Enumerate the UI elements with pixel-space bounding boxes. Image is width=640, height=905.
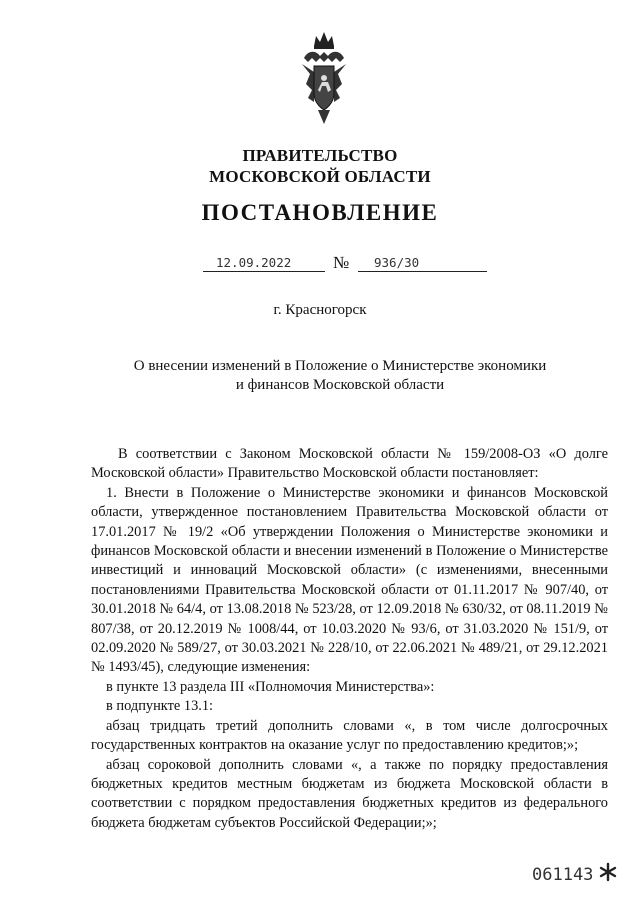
number-underline bbox=[358, 271, 487, 272]
organization-name-line-1: ПРАВИТЕЛЬСТВО bbox=[242, 146, 398, 165]
body-paragraph-amendment-1: абзац тридцать третий дополнить словами «, в том числе долгосрочных государственных контрактов на оказание услуг по предоставлению кредитов;»; bbox=[91, 717, 608, 754]
body-paragraph-section: в пункте 13 раздела III «Полномочия Министерства»: bbox=[106, 678, 435, 695]
registration-line bbox=[0, 253, 640, 275]
document-number: 936/30 bbox=[374, 255, 420, 270]
serial-number-stamp: 061143 bbox=[532, 865, 594, 885]
document-date: 12.09.2022 bbox=[216, 255, 292, 270]
document-subject bbox=[0, 357, 640, 395]
document-type-title: ПОСТАНОВЛЕНИЕ bbox=[201, 200, 439, 225]
date-underline bbox=[203, 271, 325, 272]
city-name: г. Красногорск bbox=[273, 302, 367, 318]
organization-name-line-2: МОСКОВСКОЙ ОБЛАСТИ bbox=[209, 167, 431, 186]
subject-line-1: О внесении изменений в Положение о Министерстве экономики bbox=[133, 358, 547, 374]
body-paragraph-amendment-2: абзац сороковой дополнить словами «, а также по порядку предоставления бюджетных кредитов местным бюджетам из бюджета Московской области в соответствии с порядком предоставления бюджетных кредитов из федерального бюджета бюджетам субъектов Российской Федерации;»; bbox=[91, 756, 608, 831]
subject-line-2: и финансов Московской области bbox=[235, 377, 445, 393]
body-paragraph-preamble: В соответствии с Законом Московской области № 159/2008-ОЗ «О долге Московской области» Правительство Московской области постановляет: bbox=[91, 446, 608, 482]
coat-of-arms-emblem bbox=[300, 28, 348, 128]
body-paragraph-item-1: 1. Внести в Положение о Министерстве экономики и финансов Московской области, утвержденное постановлением Правительства Московской области от 17.01.2017 № 19/2 «Об утверждении Положения о Министерстве экономики и финансов Московской области и внесении изменений в Положение о Министерстве инвестиций и инноваций Московской области» (с изменениями, внесенными постановлениями Правительства Московской области от 01.11.2017 № 907/40, от 30.01.2018 № 64/4, от 13.08.2018 № 523/28, от 12.09.2018 № 630/32, от 08.11.2019 № 807/38, от 20.12.2019 № 1008/44, от 10.03.2020 № 93/6, от 31.03.2020 № 151/9, от 02.09.2020 № 589/27, от 30.03.2021 № 228/10, от 22.06.2021 № 489/21, от 29.12.2021 № 1493/45), следующие изменения: bbox=[91, 484, 608, 676]
body-paragraph-subsection: в подпункте 13.1: bbox=[106, 698, 214, 715]
asterisk-icon bbox=[598, 862, 618, 882]
number-sign: № bbox=[333, 253, 350, 272]
document-body bbox=[91, 445, 608, 833]
